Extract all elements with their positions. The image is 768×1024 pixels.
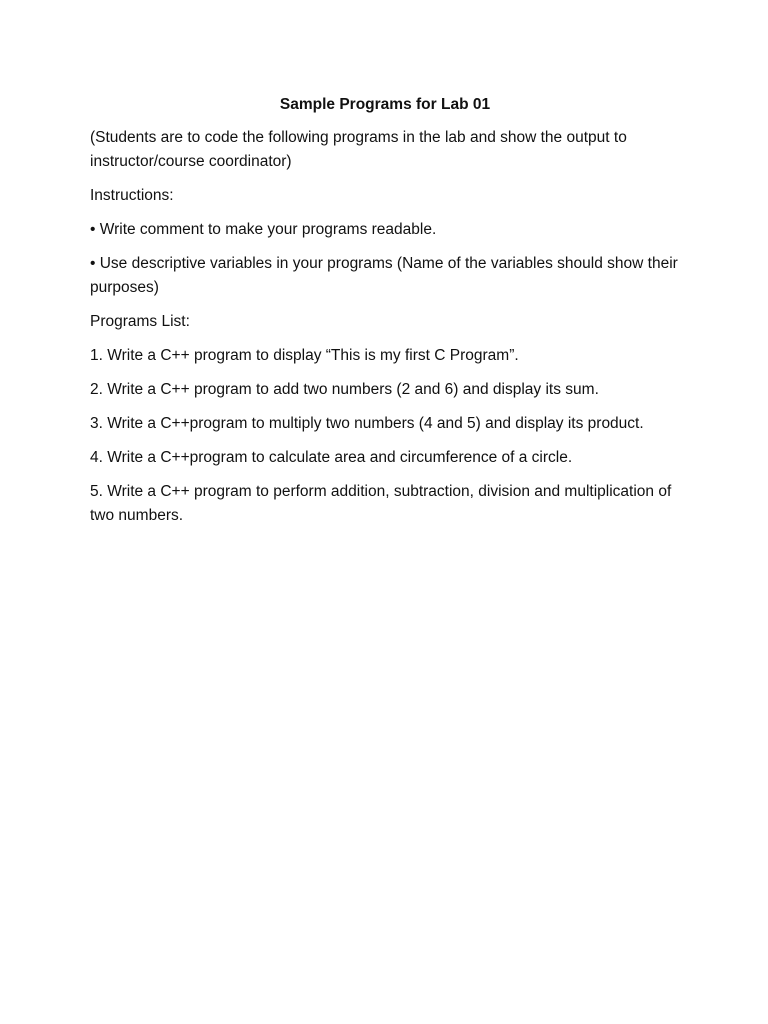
program-item: 2. Write a C++ program to add two numbers (2 and 6) and display its sum. [90,381,599,398]
program-item: 4. Write a C++program to calculate area and circumference of a circle. [90,449,573,466]
instructions-heading: Instructions: [90,187,174,204]
instruction-bullet: • Use descriptive variables in your programs (Name of the variables should show their purposes) [90,255,678,296]
instruction-bullet: • Write comment to make your programs readable. [90,221,437,238]
document-body [90,94,680,538]
program-item: 1. Write a C++ program to display “This is my first C Program”. [90,347,519,364]
programs-heading: Programs List: [90,313,190,330]
intro-paragraph: (Students are to code the following programs in the lab and show the output to instructor/course coordinator) [90,129,627,170]
program-item: 5. Write a C++ program to perform addition, subtraction, division and multiplication of two numbers. [90,483,672,524]
document-title: Sample Programs for Lab 01 [279,96,491,113]
program-item: 3. Write a C++program to multiply two numbers (4 and 5) and display its product. [90,415,644,432]
